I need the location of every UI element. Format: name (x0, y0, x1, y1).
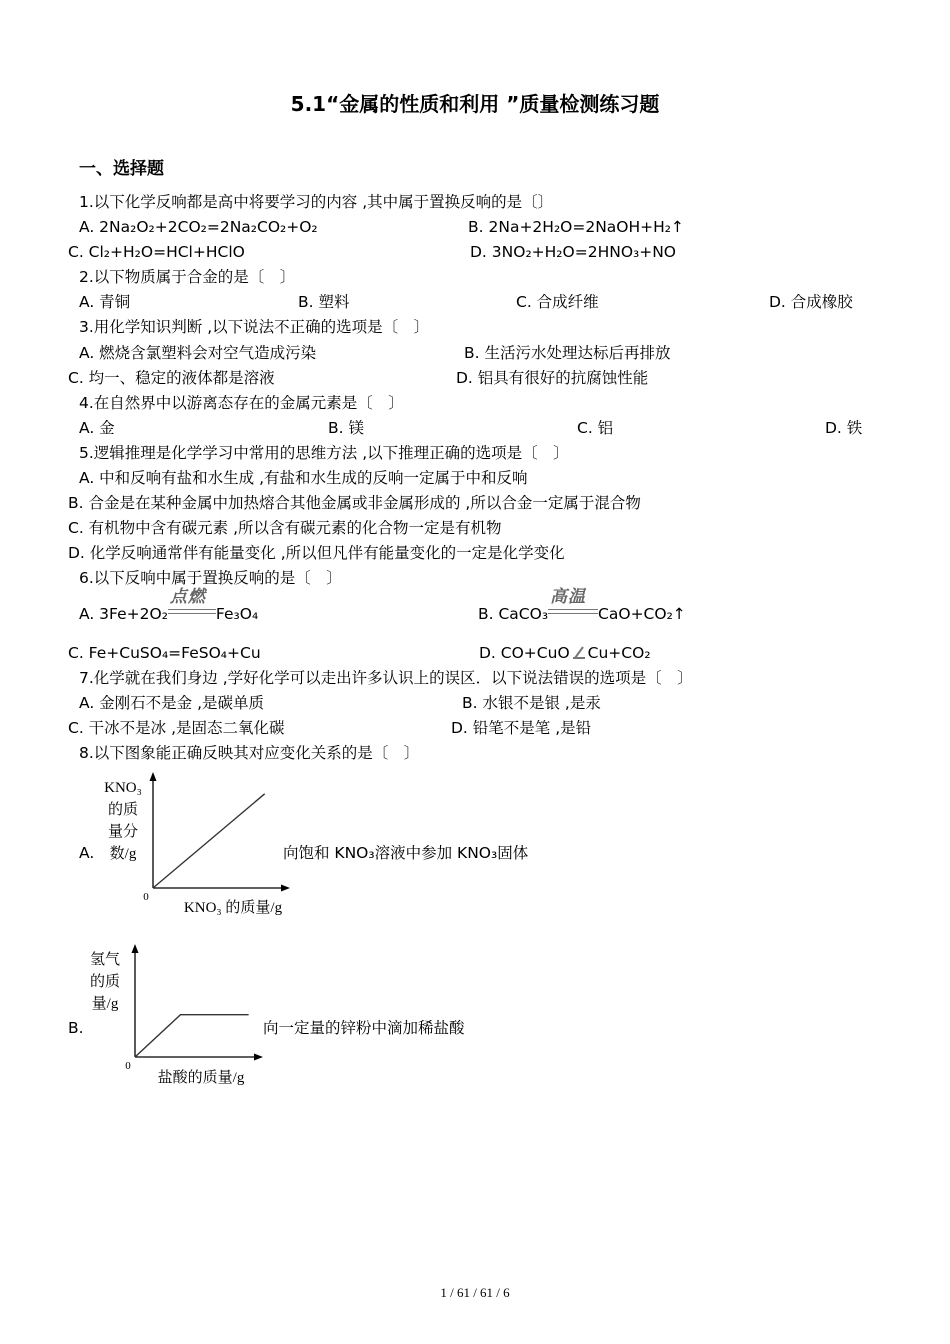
question-1-option-c: C. Cl₂+H₂O=HCl+HClO (68, 243, 245, 261)
question-5-option-d: D. 化学反响通常伴有能量变化 ,所以但凡伴有能量变化的一定是化学变化 (68, 544, 565, 562)
graph-a-y-label (104, 780, 142, 862)
question-4-option-d: D. 铁 (825, 419, 863, 437)
page-footer: 1 / 61 / 61 / 6 (440, 1285, 510, 1300)
question-7-stem: 7.化学就在我们身边 ,学好化学可以走出许多认识上的误区．以下说法错误的选项是〔 〕 (79, 669, 693, 687)
question-7-option-d: D. 铅笔不是笔 ,是铅 (451, 719, 592, 737)
option-b-reactants: B. CaCO₃ (478, 605, 549, 623)
question-3-stem: 3.用化学知识判断 ,以下说法不正确的选项是〔 〕 (79, 318, 430, 336)
reaction-condition-arrow (168, 587, 216, 624)
question-6-option-d (479, 643, 651, 663)
question-1-option-b: B. 2Na+2H₂O=2NaOH+H₂↑ (468, 218, 685, 236)
heating-condition-icon (570, 643, 588, 663)
graph-b-y-label-line-2: 的质 (89, 974, 121, 990)
condition-high-temp-text: 高温 (550, 587, 587, 607)
section-heading: 一、选择题 (79, 159, 164, 179)
graph-b (88, 942, 268, 1092)
question-5-option-b: B. 合金是在某种金属中加热熔合其他金属或非金属形成的 ,所以合金一定属于混合物 (68, 494, 641, 512)
question-8-option-b-description: 向一定量的锌粉中滴加稀盐酸 (263, 1019, 465, 1037)
graph-a-y-arrow (150, 772, 157, 781)
question-8-option-b-label: B. (68, 1019, 84, 1037)
graph-a-x-label: KNO₃ 的质量/g (183, 900, 283, 916)
graph-b-y-label (90, 951, 120, 1012)
graph-a (95, 770, 290, 920)
condition-ignite-text: 点燃 (169, 587, 206, 607)
graph-b-y-label-line-1: 氢气 (89, 952, 121, 968)
question-5-option-a: A. 中和反响有盐和水生成 ,有盐和水生成的反响一定属于中和反响 (79, 469, 528, 487)
question-7-option-b: B. 水银不是银 ,是汞 (462, 694, 601, 712)
question-2-option-d: D. 合成橡胶 (769, 293, 853, 311)
question-7-option-c: C. 干冰不是冰 ,是固态二氧化碳 (68, 719, 285, 737)
option-a-reactants: A. 3Fe+2O₂ (79, 605, 168, 623)
reaction-condition-arrow (548, 587, 598, 624)
question-6-option-a (79, 587, 259, 624)
graph-a-y-label-line-3: 量分 (107, 824, 139, 840)
question-3-option-a: A. 燃烧含氯塑料会对空气造成污染 (79, 344, 317, 362)
question-4-option-c: C. 铝 (577, 419, 614, 437)
option-a-products: Fe₃O₄ (215, 605, 259, 623)
graph-b-series-line (135, 1015, 249, 1057)
page-title: 5.1“金属的性质和利用 ”质量检测练习题 (290, 92, 660, 116)
graph-a-origin: 0 (143, 891, 149, 903)
question-3-option-c: C. 均一、稳定的液体都是溶液 (68, 369, 275, 387)
question-2-option-a: A. 青铜 (79, 293, 131, 311)
question-5-stem: 5.逻辑推理是化学学习中常用的思维方法 ,以下推理正确的选项是〔 〕 (79, 444, 569, 462)
question-6-stem: 6.以下反响中属于置换反响的是〔 〕 (79, 569, 342, 587)
question-3-option-d: D. 铝具有很好的抗腐蚀性能 (456, 369, 649, 387)
graph-b-origin: 0 (125, 1060, 131, 1072)
question-4-option-a: A. 金 (79, 419, 115, 437)
question-6-option-b (478, 587, 686, 624)
graph-b-x-label: 盐酸的质量/g (157, 1070, 245, 1086)
graph-a-y-label-line-4: 数/g (109, 846, 137, 862)
graph-a-y-label-line-2: 的质 (107, 802, 139, 818)
question-2-option-b: B. 塑料 (298, 293, 350, 311)
graph-a-x-arrow (281, 885, 290, 892)
graph-a-y-label-line-1: KNO₃ (104, 780, 142, 796)
question-4-option-b: B. 镁 (328, 419, 364, 437)
option-b-products: CaO+CO₂↑ (598, 605, 686, 623)
question-8-option-a-description: 向饱和 KNO₃溶液中参加 KNO₃固体 (283, 844, 529, 862)
question-6-option-c: C. Fe+CuSO₄=FeSO₄+Cu (68, 644, 261, 662)
question-3-option-b: B. 生活污水处理达标后再排放 (464, 344, 671, 362)
question-1-option-a: A. 2Na₂O₂+2CO₂=2Na₂CO₂+O₂ (79, 218, 318, 236)
question-2-option-c: C. 合成纤维 (516, 293, 599, 311)
graph-b-x-arrow (254, 1054, 263, 1061)
question-7-option-a: A. 金刚石不是金 ,是碳单质 (79, 694, 265, 712)
question-8-option-a-label: A. (79, 844, 95, 862)
option-d-products: Cu+CO₂ (587, 644, 651, 662)
question-1-stem: 1.以下化学反响都是高中将要学习的内容 ,其中属于置换反响的是〔〕 (79, 193, 554, 211)
question-5-option-c: C. 有机物中含有碳元素 ,所以含有碳元素的化合物一定是有机物 (68, 519, 502, 537)
question-4-stem: 4.在自然界中以游离态存在的金属元素是〔 〕 (79, 394, 404, 412)
question-1-option-d: D. 3NO₂+H₂O=2HNO₃+NO (470, 243, 677, 261)
graph-b-y-arrow (132, 944, 139, 953)
question-2-stem: 2.以下物质属于合金的是〔 〕 (79, 268, 296, 286)
graph-b-y-label-line-3: 量/g (91, 996, 119, 1012)
option-d-reactants: D. CO+CuO (479, 644, 570, 662)
graph-a-series-line (153, 794, 265, 888)
question-8-stem: 8.以下图象能正确反映其对应变化关系的是〔 〕 (79, 744, 420, 762)
